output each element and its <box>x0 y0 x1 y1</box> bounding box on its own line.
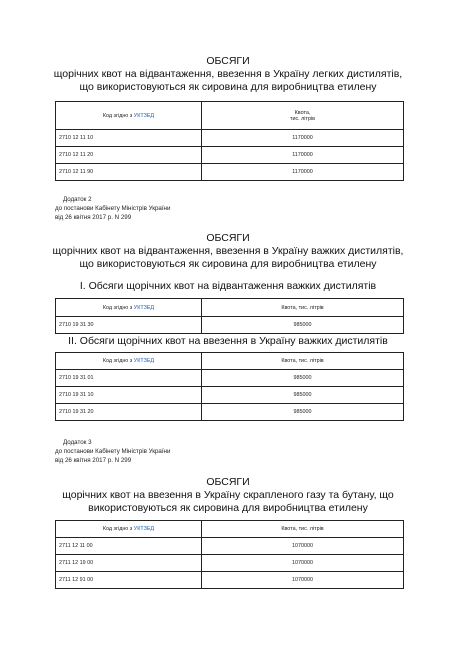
uktzed-link[interactable]: УКТЗЕД <box>133 112 155 119</box>
code-cell: 2710 19 31 01 <box>56 370 202 387</box>
quota-cell: 985000 <box>202 370 404 387</box>
code-column-header <box>56 299 202 317</box>
annex3-line1: Додаток 3 <box>63 439 92 446</box>
code-cell: 2710 19 31 10 <box>56 387 202 404</box>
table-row <box>56 370 404 387</box>
section2-part2-heading: II. Обсяги щорічних квот на ввезення в Україну важких дистилятів <box>68 335 388 347</box>
code-cell: 2710 12 11 90 <box>56 164 202 181</box>
code-cell: 2710 19 31 30 <box>56 317 202 334</box>
section1-header <box>0 55 456 94</box>
code-header-text: Код згідно з <box>102 112 134 119</box>
uktzed-link[interactable]: УКТЗЕД <box>133 526 155 532</box>
annex2-line2: до постанови Кабінету Міністрів України <box>55 205 171 212</box>
quota-cell: 985000 <box>202 317 404 334</box>
quota-cell: 985000 <box>202 404 404 421</box>
table-row <box>56 147 404 164</box>
section1-table <box>55 101 404 181</box>
code-cell: 2710 12 11 20 <box>56 147 202 164</box>
section2-header <box>0 232 456 271</box>
quota-cell: 1170000 <box>202 164 404 181</box>
table-row <box>56 130 404 147</box>
quota-cell: 1070000 <box>202 555 404 572</box>
quota-header-line1: Квота, <box>294 109 311 116</box>
section3-subtitle-line2: використовуються як сировина для виробництва етилену <box>88 502 368 514</box>
section1-subtitle-line2: що використовуються як сировина для виробництва етилену <box>79 81 377 93</box>
annex3-note <box>55 438 170 465</box>
code-header-text: Код згідно з <box>102 358 134 364</box>
table-header-row <box>56 353 404 370</box>
section3-header <box>0 476 456 515</box>
table-header-row <box>56 102 404 130</box>
section3-subtitle-line1: щорічних квот на ввезення в Україну скрапленого газу та бутану, що <box>62 489 394 501</box>
annex3-line3: від 26 квітня 2017 р. N 299 <box>55 457 132 464</box>
quota-column-header: Квота, тис. літрів <box>202 299 404 317</box>
table-row <box>56 538 404 555</box>
table-row <box>56 164 404 181</box>
annex2-line3: від 26 квітня 2017 р. N 299 <box>55 214 132 221</box>
code-cell: 2711 12 91 00 <box>56 572 202 589</box>
quota-column-header <box>202 102 404 130</box>
table-row <box>56 404 404 421</box>
section3-table <box>55 520 404 589</box>
section2-subtitle-line2: що використовуються як сировина для виробництва етилену <box>79 258 377 270</box>
quota-column-header: Квота, тис. літрів <box>202 353 404 370</box>
uktzed-link[interactable]: УКТЗЕД <box>133 358 155 364</box>
uktzed-link[interactable]: УКТЗЕД <box>133 304 155 311</box>
quota-header-line2: тис. літрів <box>289 115 316 122</box>
section1-subtitle-line1: щорічних квот на відвантаження, ввезення в Україну легких дистилятів, <box>53 68 403 80</box>
table-row <box>56 555 404 572</box>
code-cell: 2710 12 11 10 <box>56 130 202 147</box>
quota-column-header: Квота, тис. літрів <box>202 521 404 538</box>
annex3-line2: до постанови Кабінету Міністрів України <box>55 448 171 455</box>
code-header-text: Код згідно з <box>102 526 134 532</box>
code-column-header <box>56 353 202 370</box>
code-cell: 2710 19 31 20 <box>56 404 202 421</box>
table-header-row <box>56 521 404 538</box>
code-cell: 2711 12 11 00 <box>56 538 202 555</box>
quota-cell: 1170000 <box>202 130 404 147</box>
table-row <box>56 387 404 404</box>
table-row <box>56 317 404 334</box>
section3-title: ОБСЯГИ <box>206 476 250 488</box>
table-header-row <box>56 299 404 317</box>
quota-cell: 1070000 <box>202 572 404 589</box>
annex2-line1: Додаток 2 <box>63 196 92 203</box>
table-row <box>56 572 404 589</box>
quota-cell: 1170000 <box>202 147 404 164</box>
section2-title: ОБСЯГИ <box>206 232 250 244</box>
section1-title: ОБСЯГИ <box>206 55 250 67</box>
code-header-text: Код згідно з <box>102 304 134 311</box>
code-column-header <box>56 521 202 538</box>
section2-subtitle-line1: щорічних квот на відвантаження, ввезення в Україну важких дистилятів, <box>52 245 404 257</box>
quota-cell: 1070000 <box>202 538 404 555</box>
quota-cell: 985000 <box>202 387 404 404</box>
annex2-note <box>55 195 170 222</box>
section2-part1-table <box>55 298 404 334</box>
section2-part1-heading: I. Обсяги щорічних квот на відвантаження важких дистилятів <box>79 280 377 292</box>
section2-part2-table <box>55 352 404 421</box>
code-cell: 2711 12 19 00 <box>56 555 202 572</box>
code-column-header <box>56 102 202 130</box>
